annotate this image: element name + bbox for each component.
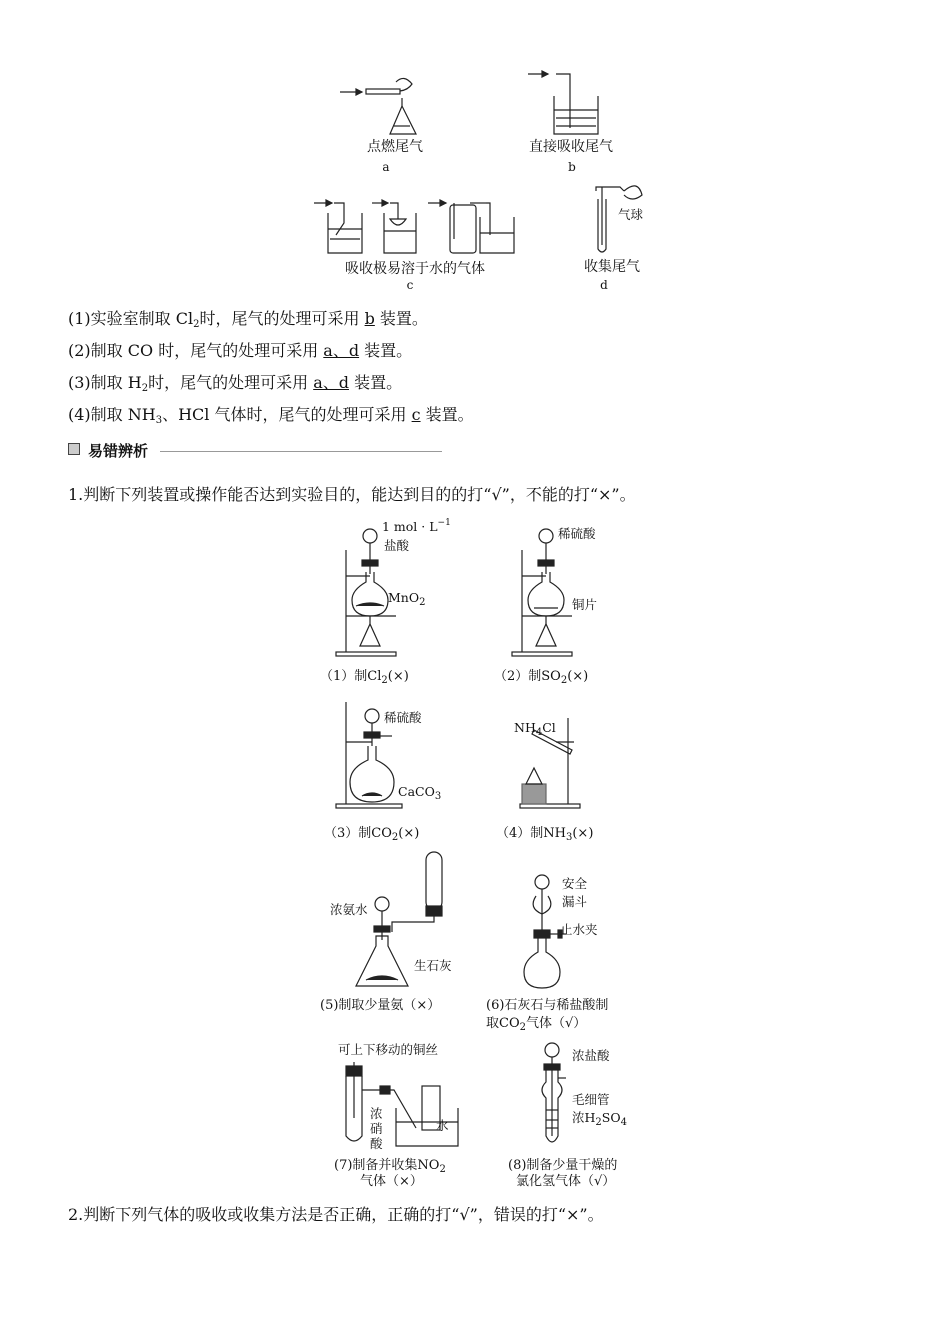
fig-d-balloon-annotation: 气球 [618, 207, 644, 222]
question-1: 1.判断下列装置或操作能否达到实验目的，能达到目的的打“√”，不能的打“×”。 [68, 485, 636, 504]
fig7-annotation-acid-3: 酸 [370, 1136, 383, 1151]
fig-a-letter: a [382, 160, 390, 174]
answer-value: c [411, 405, 421, 424]
fig3-caption: （3）制$CO_2(\times)$ [324, 826, 420, 843]
fig5-annotation-lime: 生石灰 [414, 958, 452, 973]
fig6-annotation-clamp: 止水夹 [560, 922, 598, 937]
apparatus-a-burner [340, 78, 440, 138]
question-2: 2.判断下列气体的吸收或收集方法是否正确，正确的打“√”，错误的打“×”。 [68, 1205, 604, 1224]
fig1-annotation-concentration: 1 mol · $L^{-1}$ [382, 518, 451, 534]
fig6-annotation-funnel: 安全 [562, 876, 588, 891]
fig8-caption-line1: (8)制备少量干燥的 [508, 1158, 618, 1173]
fig1-caption: （1）制$Cl_2(\times)$ [320, 669, 409, 686]
apparatus-7-no2 [336, 1062, 466, 1152]
fig-c-label: 吸收极易溶于水的气体 [345, 261, 485, 277]
answer-value: b [364, 309, 375, 328]
fig7-caption-line1: (7)制备并收集$NO_2$ [334, 1158, 446, 1175]
fig-a-label: 点燃尾气 [367, 139, 423, 155]
fig-d-letter: d [600, 278, 608, 292]
fig7-annotation-copper-wire: 可上下移动的铜丝 [338, 1042, 439, 1057]
answer-line-4: (4)制取 $NH_3$、HCl 气体时，尾气的处理可采用 c 装置。 [68, 405, 474, 426]
fig8-caption-line2: 氯化氢气体（√） [516, 1174, 616, 1189]
apparatus-c-absorbers [314, 195, 534, 257]
fig5-caption: (5)制取少量氨（×） [320, 998, 441, 1013]
fig-b-label: 直接吸收尾气 [529, 139, 613, 155]
fig6-annotation-funnel-2: 漏斗 [562, 894, 588, 909]
fig4-caption: （4）制$NH_3(\times)$ [496, 826, 594, 843]
fig1-annotation-mno2: MnO$_2$ [388, 590, 426, 608]
answer-value: a、d [323, 341, 360, 360]
fig2-annotation-copper: 铜片 [572, 597, 598, 612]
fig6-caption-line1: (6)石灰石与稀盐酸制 [486, 998, 609, 1013]
fig6-caption-line2: 取$CO_2$气体（√） [486, 1016, 587, 1033]
answer-line-3: (3)制取 $H_2$时，尾气的处理可采用 a、d 装置。 [68, 373, 403, 394]
section-square-icon [68, 443, 80, 455]
answer-line-2: (2)制取 CO 时，尾气的处理可采用 a、d 装置。 [68, 341, 413, 360]
fig2-annotation-acid: 稀硫酸 [558, 526, 596, 541]
apparatus-b-beaker [528, 70, 618, 136]
fig3-annotation-acid: 稀硫酸 [384, 710, 422, 725]
fig7-annotation-acid-1: 浓 [370, 1106, 383, 1121]
fig-c-letter: c [406, 278, 414, 292]
fig8-annotation-capillary: 毛细管 [572, 1092, 610, 1107]
fig4-annotation-nh4cl: $NH_4Cl$ [514, 720, 556, 738]
fig-d-label: 收集尾气 [584, 259, 640, 275]
fig5-annotation-ammonia: 浓氨水 [330, 902, 368, 917]
fig-b-letter: b [568, 160, 576, 174]
fig8-annotation-hcl: 浓盐酸 [572, 1048, 610, 1063]
fig7-annotation-water: 水 [436, 1118, 449, 1133]
fig7-annotation-acid-2: 硝 [370, 1121, 383, 1136]
fig2-caption: （2）制$SO_2(\times)$ [494, 669, 589, 686]
answer-line-1: (1)实验室制取 $Cl_2$时，尾气的处理可采用 b 装置。 [68, 309, 428, 330]
fig1-annotation-acid: 盐酸 [384, 538, 410, 553]
fig8-annotation-h2so4: 浓$H_2SO_4$ [572, 1110, 627, 1128]
section-divider [160, 451, 442, 452]
fig7-caption-line2: 气体（×） [360, 1174, 423, 1189]
fig3-annotation-caco3: CaCO$_3$ [398, 784, 442, 802]
section-header [68, 440, 148, 461]
section-title: 易错辨析 [88, 442, 149, 460]
answer-value: a、d [313, 373, 349, 392]
